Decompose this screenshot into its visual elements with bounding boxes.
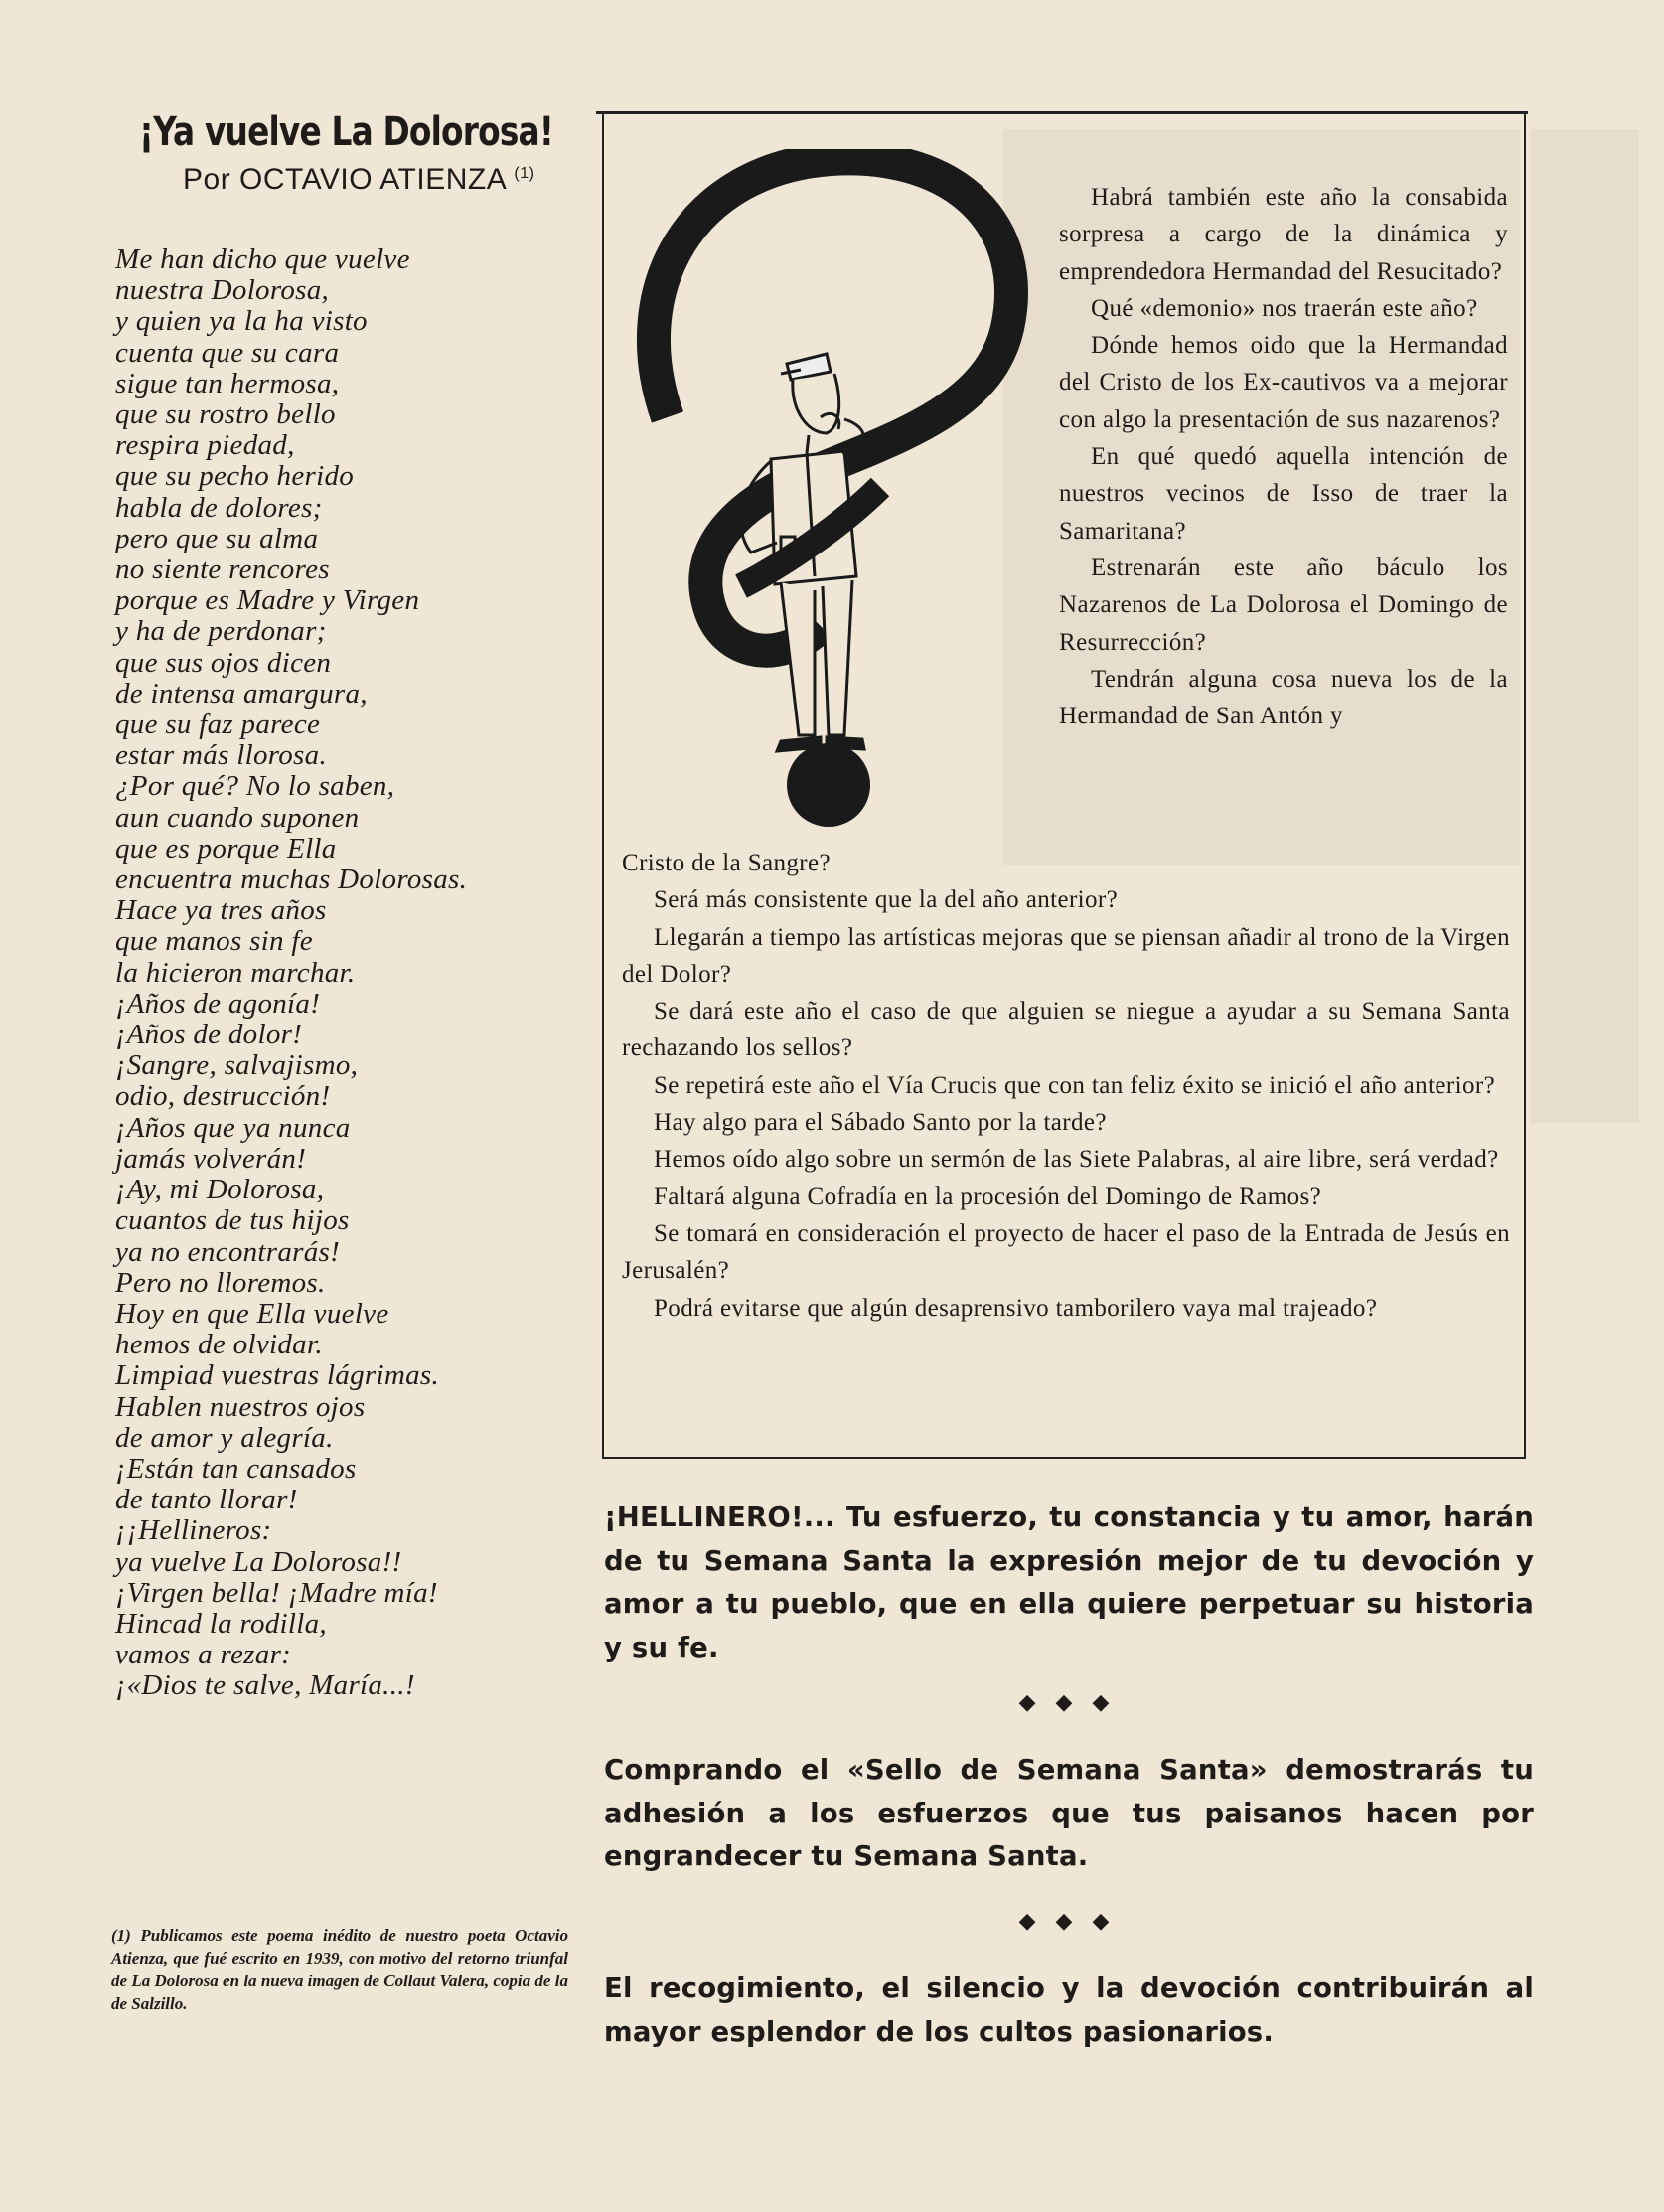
poem-line: y quien ya la ha visto	[115, 305, 368, 338]
poem-byline	[183, 163, 566, 197]
poem-line: ¡Años de agonía!	[115, 987, 321, 1020]
poem-line: ¡Años de dolor!	[115, 1019, 303, 1051]
poem-line: que su pecho herido	[115, 460, 355, 493]
poem-line: pero que su alma	[115, 522, 319, 554]
question-item: Hay algo para el Sábado Santo por la tarde?	[654, 1109, 1107, 1137]
poem-line: jamás volverán!	[115, 1142, 307, 1175]
poem-line: ya no encontrarás!	[115, 1235, 341, 1268]
poem-line: aun cuando suponen	[115, 801, 360, 834]
poem-line: ¡«Dios te salve, María...!	[115, 1669, 415, 1702]
question-item: Hemos oído algo sobre un sermón de las Siete Palabras, al aire libre, será verdad?	[654, 1146, 1499, 1174]
diamond-separator-2: ◆◆◆	[1018, 1908, 1130, 1933]
question-item: Habrá también este año la consabida sorpresa a cargo de la dinámica y emprendedora Hermandad del Resucitado?	[1059, 184, 1508, 285]
poem-line: no siente rencores	[115, 553, 330, 586]
question-item: Estrenarán este año báculo los Nazarenos de La Dolorosa el Domingo de Resurrección?	[1059, 553, 1508, 656]
exhortation-hellinero: ¡HELLINERO!... Tu esfuerzo, tu constancia y tu amor, harán de tu Semana Santa la expresión mejor de tu devoción y amor a tu pueblo, que en ella quiere perpetuar su historia y su fe.	[604, 1501, 1534, 1663]
question-item: En qué quedó aquella intención de nuestros vecinos de Isso de traer la Samaritana?	[1059, 443, 1508, 545]
question-item: Faltará alguna Cofradía en la procesión del Domingo de Ramos?	[654, 1183, 1322, 1210]
poem-line: Hablen nuestros ojos	[115, 1390, 366, 1423]
poem-line: la hicieron marchar.	[115, 956, 356, 989]
question-item: Llegarán a tiempo las artísticas mejoras que se piensan añadir al trono de la Virgen del Dolor?	[622, 923, 1510, 988]
poem-line: ¿Por qué? No lo saben,	[115, 770, 395, 803]
poem-line: respira piedad,	[115, 429, 295, 462]
poem-line: encuentra muchas Dolorosas.	[115, 864, 468, 896]
exhortation-recogimiento: El recogimiento, el silencio y la devoción contribuirán al mayor esplendor de los cultos pasionarios.	[604, 1973, 1534, 2048]
poem-line: Pero no lloremos.	[115, 1266, 326, 1299]
questions-text-bottom	[622, 845, 1510, 1327]
question-continuation: Cristo de la Sangre?	[622, 850, 832, 876]
question-item: Tendrán alguna cosa nueva los de la Hermandad de San Antón y	[1059, 665, 1508, 730]
byline-footnote-ref: (1)	[514, 165, 535, 182]
question-item: Podrá evitarse que algún desaprensivo tamborilero vaya mal trajeado?	[654, 1294, 1378, 1322]
poem-body	[115, 244, 566, 1702]
poem-line: que su faz parece	[115, 709, 321, 741]
exhortation-sello: Comprando el «Sello de Semana Santa» demostrarás tu adhesión a los esfuerzos que tus paisanos hacen por engrandecer tu Semana Santa.	[604, 1754, 1534, 1872]
poem-line: ¡Sangre, salvajismo,	[115, 1049, 359, 1082]
poem-line: estar más llorosa.	[115, 739, 327, 772]
question-item: Se repetirá este año el Vía Crucis que con tan feliz éxito se inició el año anterior?	[654, 1071, 1496, 1099]
questions-text-top	[1059, 179, 1508, 734]
poem-line: ya vuelve La Dolorosa!!	[115, 1545, 402, 1578]
poem-line: ¡Ay, mi Dolorosa,	[115, 1174, 325, 1206]
question-mark-man-icon	[632, 149, 1039, 835]
question-item: Se tomará en consideración el proyecto de hacer el paso de la Entrada de Jesús en Jerusalén?	[622, 1219, 1510, 1285]
poem-line: Limpiad vuestras lágrimas.	[115, 1359, 440, 1392]
poem-line: ¡Virgen bella! ¡Madre mía!	[115, 1576, 438, 1609]
poem-line: vamos a rezar:	[115, 1639, 292, 1671]
poem-column	[99, 109, 566, 1702]
poem-line: Hace ya tres años	[115, 894, 327, 927]
poem-line: de intensa amargura,	[115, 677, 368, 710]
poem-line: cuantos de tus hijos	[115, 1204, 350, 1237]
poem-line: cuenta que su cara	[115, 336, 340, 369]
diamond-separator: ◆◆◆	[1018, 1689, 1130, 1714]
poem-footnote: (1) Publicamos este poema inédito de nuestro poeta Octavio Atienza, que fué escrito en 1939, con motivo del retorno triunfal de La Dolorosa en la nueva imagen de Collaut Valera, copia de la de Salzillo.	[111, 1926, 568, 2013]
poem-line: porque es Madre y Virgen	[115, 584, 420, 617]
poem-line: habla de dolores;	[115, 491, 323, 524]
poem-line: que sus ojos dicen	[115, 646, 332, 679]
poem-line: hemos de olvidar.	[115, 1329, 323, 1361]
poem-line: y ha de perdonar;	[115, 615, 327, 648]
question-item: Qué «demonio» nos traerán este año?	[1091, 294, 1478, 322]
question-item: Será más consistente que la del año anterior?	[654, 886, 1119, 914]
poem-title: ¡Ya vuelve La Dolorosa!	[139, 109, 553, 155]
poem-line: de tanto llorar!	[115, 1484, 298, 1516]
poem-line: Hincad la rodilla,	[115, 1607, 327, 1640]
question-item: Dónde hemos oido que la Hermandad del Cristo de los Ex-cautivos va a mejorar con algo la presentación de sus nazarenos?	[1059, 332, 1508, 433]
poem-line: de amor y alegría.	[115, 1421, 334, 1454]
poem-line: odio, destrucción!	[115, 1080, 331, 1113]
poem-line: que su rostro bello	[115, 398, 336, 431]
bleed-through-texture-margin	[1530, 129, 1639, 1123]
poem-line: que es porque Ella	[115, 832, 337, 865]
poem-line: ¡¡Hellineros:	[115, 1514, 272, 1547]
poem-line: Me han dicho que vuelve	[115, 243, 410, 275]
byline-author: Por OCTAVIO ATIENZA	[183, 163, 506, 196]
questions-list-bottom	[622, 881, 1510, 1327]
poem-line: ¡Años que ya nunca	[115, 1111, 351, 1144]
poem-line: que manos sin fe	[115, 925, 313, 958]
poem-line: Hoy en que Ella vuelve	[115, 1297, 389, 1330]
poem-line: ¡Están tan cansados	[115, 1452, 357, 1485]
question-item: Se dará este año el caso de que alguien se niegue a ayudar a su Semana Santa rechazando los sellos?	[622, 998, 1510, 1062]
poem-line: sigue tan hermosa,	[115, 367, 340, 399]
poem-line: nuestra Dolorosa,	[115, 274, 330, 307]
